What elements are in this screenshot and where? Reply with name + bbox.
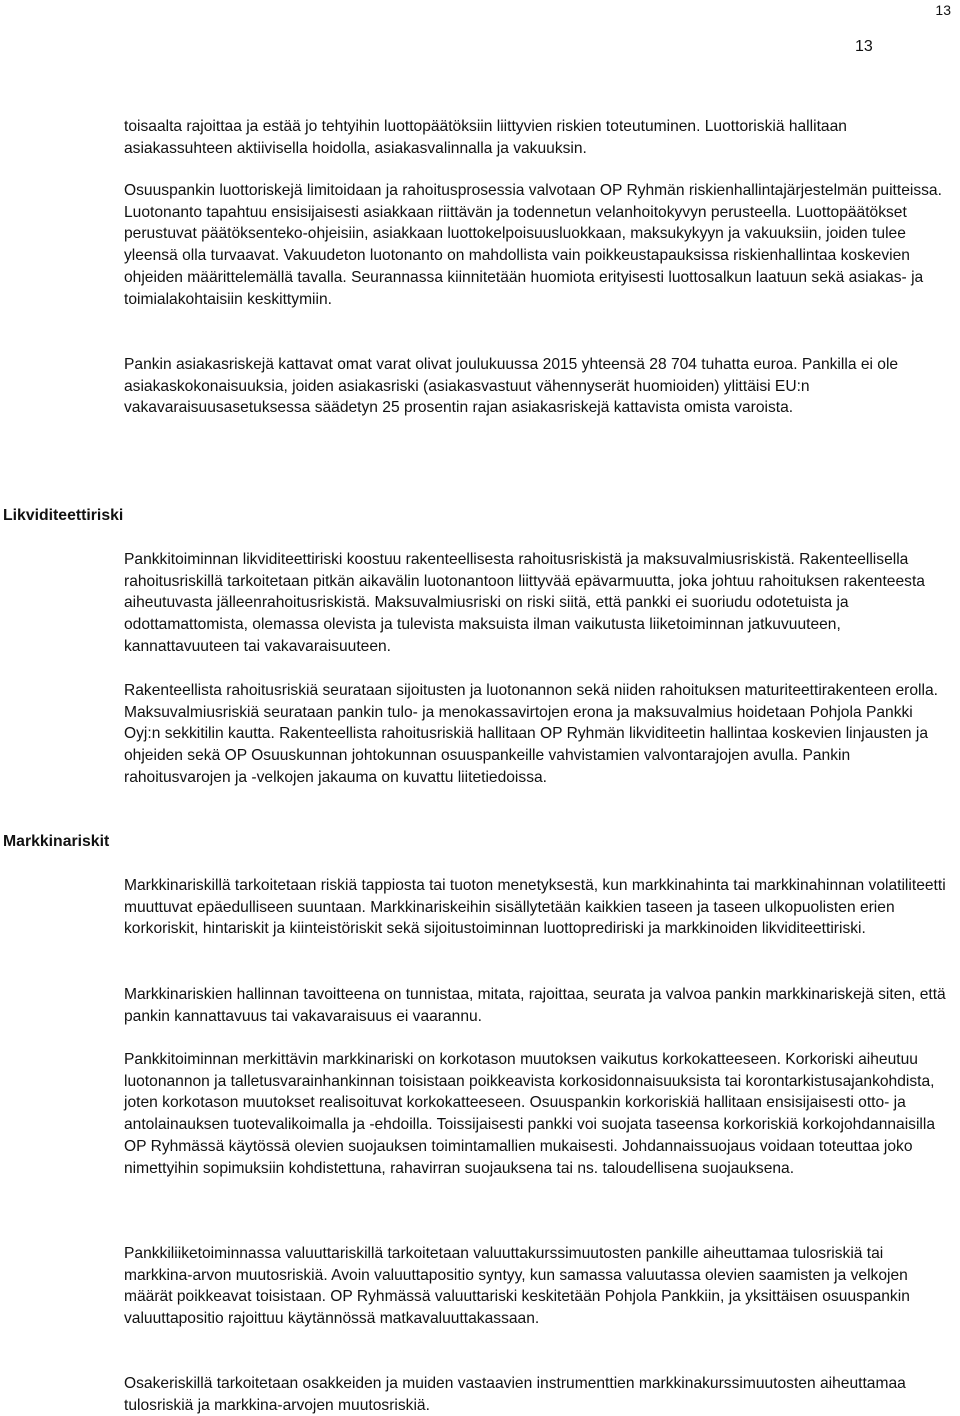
paragraph-credit-risk-limits: Osuuspankin luottoriskejä limitoidaan ja rahoitusprosessia valvotaan OP Ryhmän riskienhallintajärjestelmän puitteissa. Luotonanto tapahtuu ensisijaisesti asiakkaan riittävän ja todennetun velanhoitokyvyn perusteella. Luottopäätökset perustuvat päätöksenteko-ohjeisiin, asiakkaan luottokelpoisuusluokkaan, maksukykyyn ja vakuuksiin, joiden tulee yleensä olla turvaavat. Vakuudeton luotonanto on mahdollista vain poikkeustapauksissa riskienhallintaa koskevien ohjeiden määrittelemällä tavalla. Seurannassa kiinnitetään huomiota erityisesti luottosalkun laatuun sekä asiakas- ja toimialakohtaisiin keskittymiin. xyxy=(124,182,942,308)
page-number: 13 xyxy=(855,38,873,55)
paragraph-liquidity-monitoring: Rakenteellista rahoitusriskiä seurataan sijoitusten ja luotonannon sekä niiden rahoituksen maturiteettirakenteen erolla. Maksuvalmiusriskiä seurataan pankin tulo- ja menokassavirtojen erona ja maksuvalmius hoidetaan Pohjola Pankki Oyj:n sekkitilin kautta. Rakenteellista rahoitusriskiä hallitaan OP Ryhmän likviditeetin hallintaa koskevien linjausten ja ohjeiden sekä OP Osuuskunnan johtokunnan osuuspankeille vahvistamien valvontarajojen avulla. Pankin rahoitusvarojen ja -velkojen jakauma on kuvattu liitetiedoissa. xyxy=(124,682,938,786)
paragraph-market-risk-definition: Markkinariskillä tarkoitetaan riskiä tappiosta tai tuoton menetyksestä, kun markkinahinta tai markkinahinnan volatiliteetti muuttuvat epäedulliseen suuntaan. Markkinariskeihin sisällytetään kaikkien taseen ja taseen ulkopuolisten erien korkoriskit, hintariskit ja kiinteistöriskit sekä sijoitustoiminnan luottoprediriski ja markkinoiden likviditeettiriski. xyxy=(124,877,946,938)
paragraph-customer-risk-own-funds: Pankin asiakasriskejä kattavat omat varat olivat joulukuussa 2015 yhteensä 28 704 tuhatta euroa. Pankilla ei ole asiakaskokonaisuuksia, joiden asiakasriski (asiakasvastuut vähennyserät huomioiden) ylittäisi EU:n vakavaraisuusasetuksessa säädetyn 25 prosentin rajan asiakasriskejä kattavista omista varoista. xyxy=(124,356,899,417)
paragraph-equity-risk: Osakeriskillä tarkoitetaan osakkeiden ja muiden vastaavien instrumenttien markkinakurssimuutosten aiheuttamaa tulosriskiä ja markkina-arvojen muutosriskiä. xyxy=(124,1375,906,1414)
heading-liquidity-risk: Likviditeettiriski xyxy=(3,507,124,524)
paragraph-currency-risk: Pankkiliiketoiminnassa valuuttariskillä tarkoitetaan valuuttakurssimuutosten pankille aiheuttamaa tulosriskiä tai markkina-arvon muutosriskiä. Avoin valuuttapositio syntyy, kun samassa valuutassa olevien saamisten ja velkojen määrät poikkeavat toisistaan. OP Ryhmässä valuuttariski keskitetään Pohjola Pankkiin, ja yksittäisen osuuspankin valuuttapositio rajoittuu käytännössä matkavaluuttakassaan. xyxy=(124,1245,910,1328)
paragraph-credit-risk-end: toisaalta rajoittaa ja estää jo tehtyihin luottopäätöksiin liittyvien riskien toteutuminen. Luottoriskiä hallitaan asiakassuhteen aktiivisella hoidolla, asiakasvalinnalla ja vakuuksin. xyxy=(124,118,847,157)
paragraph-market-risk-goal: Markkinariskien hallinnan tavoitteena on tunnistaa, mitata, rajoittaa, seurata ja valvoa pankin markkinariskejä siten, että pankin kannattavuus tai vakavaraisuus ei vaarannu. xyxy=(124,986,946,1025)
page-number-corner: 13 xyxy=(935,2,951,18)
heading-market-risks: Markkinariskit xyxy=(3,833,110,850)
paragraph-liquidity-definition: Pankkitoiminnan likviditeettiriski koostuu rakenteellisesta rahoitusriskistä ja maksuvalmiusriskistä. Rakenteellisella rahoitusriskillä tarkoitetaan pitkän aikavälin luotonantoon liittyvää epävarmuutta, joka johtuu rahoituksen rakenteesta aiheutuvasta jälleenrahoitusriskistä. Maksuvalmiusriski on riski siitä, että pankki ei suoriudu odotetuista ja odottamattomista, olemassa olevista ja tulevista maksuista ilman vaikutusta liiketoiminnan jatkuvuuteen, kannattavuuteen tai vakavaraisuuteen. xyxy=(124,551,925,655)
paragraph-interest-rate-risk: Pankkitoiminnan merkittävin markkinariski on korkotason muutoksen vaikutus korkokatteeseen. Korkoriski aiheutuu luotonannon ja talletusvarainhankinnan toisistaan poikkeavista korkosidonnaisuuksista tai korontarkistusajankohdista, joten korkotason muutokset realisoituvat korkokatteeseen. Osuuspankin korkoriskiä hallitaan ensisijaisesti otto- ja antolainauksen tuotevalikoimalla ja -ehdoilla. Toissijaisesti pankki voi suojata taseensa korkoriskiä korkojohdannaisilla OP Ryhmässä käytössä olevien suojauksen toimintamallien mukaisesti. Johdannaissuojaus voidaan toteuttaa joko nimettyihin sopimuksiin kohdistettuna, rahavirran suojauksena tai ns. taloudellisena suojauksena. xyxy=(124,1051,936,1177)
